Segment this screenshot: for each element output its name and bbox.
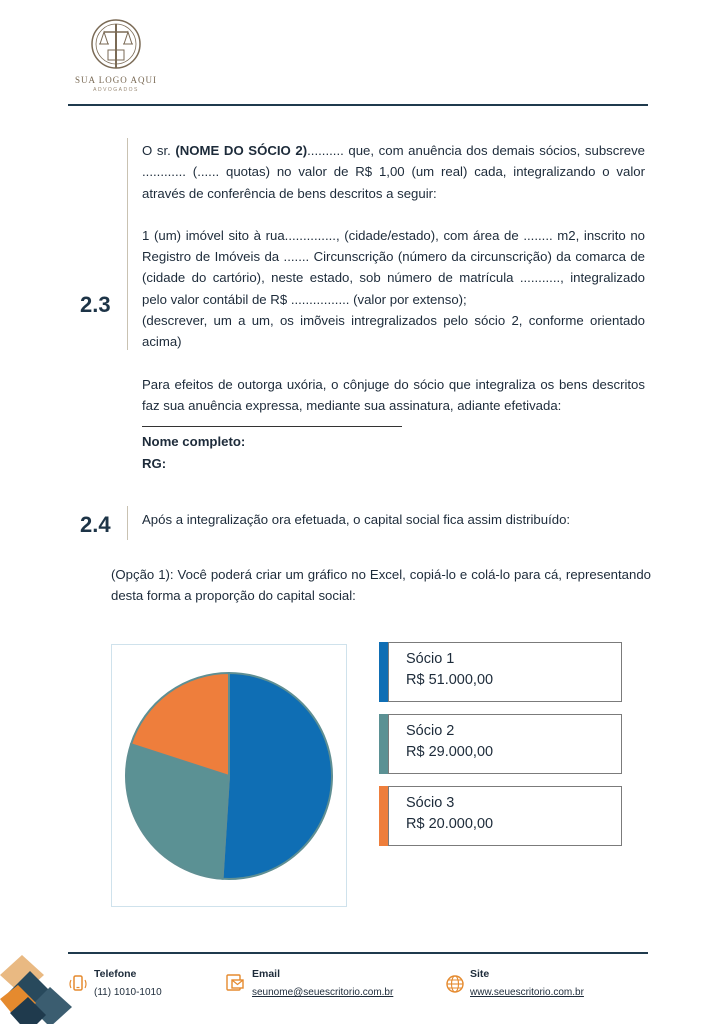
legend-value: R$ 29.000,00 (406, 744, 494, 760)
section-2-3-body (142, 140, 645, 474)
email-icon (225, 972, 245, 992)
legend-item-socio-1 (388, 642, 622, 702)
phone-label: Telefone (94, 968, 137, 980)
section-number: 2.3 (80, 292, 111, 317)
legend-label: Sócio 3 (406, 795, 455, 811)
signature-line (142, 426, 402, 427)
paragraph-instruction: (descrever, um a um, os imõveis intregralizados pelo sócio 2, conforme orientado acima) (142, 313, 645, 350)
legend-item-socio-2 (388, 714, 622, 774)
rg-label: RG: (142, 455, 167, 471)
legend-color-swatch (379, 642, 388, 702)
email-link[interactable]: seunome@seuescritorio.com.br (252, 987, 394, 998)
logo-subtitle: ADVOGADOS (93, 87, 139, 93)
legend-text (406, 649, 493, 691)
legend-label: Sócio 2 (406, 723, 455, 739)
phone-icon (68, 974, 88, 994)
legend-item-socio-3 (388, 786, 622, 846)
legend-label: Sócio 1 (406, 651, 455, 667)
globe-icon (445, 974, 465, 994)
email-label: Email (252, 968, 281, 980)
section-divider (127, 138, 128, 350)
option-text: (Opção 1): Você poderá criar um gráfico no Excel, copiá-lo e colá-lo para cá, representando desta forma a proporção do capital social: (111, 567, 651, 604)
legend-text (406, 721, 493, 763)
section-2-4-text: Após a integralização ora efetuada, o capital social fica assim distribuído: (142, 512, 571, 527)
name-label: Nome completo: (142, 434, 246, 450)
site-label: Site (470, 968, 490, 980)
phone-value: (11) 1010-1010 (94, 987, 162, 998)
legend-value: R$ 20.000,00 (406, 816, 494, 832)
paragraph-subscription: O sr. (NOME DO SÓCIO 2).......... que, com anuência dos demais sócios, subscreve ............ (...... quotas) no valor de R$ 1,00 (um real) cada, integralizando o valor através de conferência de bens descritos a seguir: (142, 143, 645, 201)
paragraph-spouse-consent: Para efeitos de outorga uxória, o cônjuge do sócio que integraliza os bens descritos faz sua anuência expressa, mediante sua assinatura, adiante efetivada: (142, 376, 645, 413)
legend-color-swatch (379, 786, 388, 846)
legend-color-swatch (379, 714, 388, 774)
footer-rule (68, 952, 648, 954)
pie-chart (111, 644, 347, 907)
logo-text: SUA LOGO AQUI (74, 75, 157, 85)
header-rule (68, 104, 648, 106)
paragraph-property: 1 (um) imóvel sito à rua.............., (cidade/estado), com área de ........ m2, inscrito no Registro de Imóveis da ....... Circunscrição (número da circunscrição) da comarca de (cidade do cartório), neste estado, sob número de matrícula ..........., integralizado pelo valor contábil de R$ ................ (valor por extenso); (142, 227, 645, 307)
legend-text (406, 793, 493, 835)
section-number: 2.4 (80, 512, 111, 537)
legend-value: R$ 51.000,00 (406, 672, 494, 688)
site-link[interactable]: www.seuescritorio.com.br (470, 987, 584, 998)
pie-slice-1 (223, 673, 332, 879)
section-divider (127, 506, 128, 540)
